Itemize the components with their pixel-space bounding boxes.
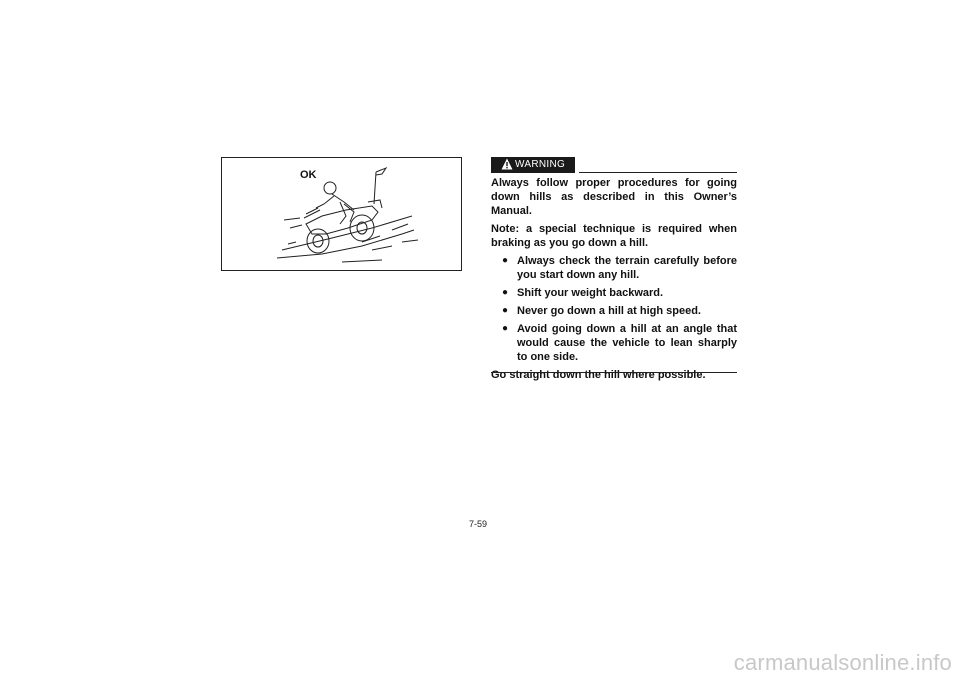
warning-divider [579,172,737,173]
warning-note: Note: a special technique is required when braking as you go down a hill. [491,223,737,249]
warning-intro: Always follow proper procedures for going down hills as described in this Owner’s Manual. [491,177,737,217]
list-item: ● Always check the terrain carefully before you start down any hill. [502,255,737,281]
warning-header [491,157,737,174]
warning-bullet-list [491,254,737,364]
list-item: ● Shift your weight backward. [502,287,664,299]
figure-label: OK [300,169,317,181]
page-number: 7-59 [469,519,488,529]
warning-closing: Go straight down the hill where possible. [491,369,706,381]
bullet-icon: ● [502,255,509,266]
list-item: ● Avoid going down a hill at an angle that would cause the vehicle to lean sharply to one side. [502,323,737,363]
bullet-icon: ● [502,323,509,334]
watermark: carmanualsonline.info [733,650,952,675]
list-item: ● Never go down a hill at high speed. [502,305,701,317]
warning-body [491,176,737,386]
warning-badge [491,157,575,173]
bullet-icon: ● [502,287,509,298]
warning-triangle-icon [501,158,513,170]
atv-downhill-illustration [222,158,461,270]
warning-end-rule [491,372,737,373]
warning-label: WARNING [515,159,566,170]
illustration-frame [221,157,462,271]
bullet-icon: ● [502,305,509,316]
